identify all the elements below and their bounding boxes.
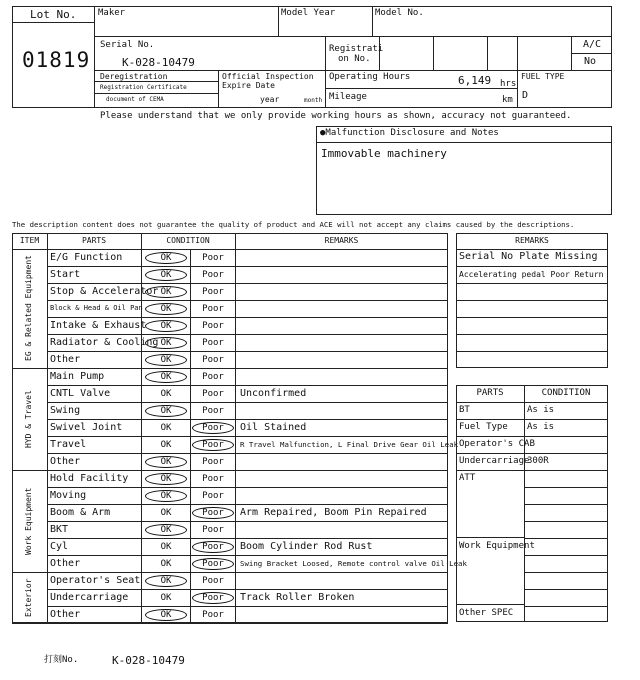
poor-option: Poor [202,609,224,620]
model-no-label: Model No. [375,8,424,18]
ok-circle [145,371,187,383]
ok-circle [145,456,187,468]
ok-circle [145,303,187,315]
disclaimer-text: The description content does not guarantee the quality of product and ACE will not accept any claims caused by the descriptions. [12,220,575,229]
poor-option: Poor [202,592,224,603]
part-label: Stop & Accelerator [50,285,159,297]
poor-circle [192,592,234,604]
header-condition: CONDITION [166,236,210,245]
group-label: Work Equipment [24,487,33,555]
part-label: Travel [50,438,87,450]
poor-option: Poor [202,252,224,263]
stamp-no-label: 打刻No. [44,655,79,665]
part-label: Boom & Arm [50,506,111,518]
remarks-line: Accelerating pedal Poor Return [459,270,604,279]
poor-option: Poor [202,337,224,348]
ok-option: OK [160,507,172,518]
remarks-header: REMARKS [515,236,549,245]
fuel-type-value: D [522,90,529,101]
ok-option: OK [160,320,172,331]
ok-circle [145,354,187,366]
registration-label-2: on No. [338,54,371,64]
stamp-no-value: K-028-10479 [112,654,185,667]
spec-part: BT [459,405,470,415]
part-label: Other [50,557,81,569]
part-label: Start [50,268,81,280]
working-hours-notice: Please understand that we only provide working hours as shown, accuracy not guaranteed. [100,111,572,121]
operating-hours-value: 6,149 [458,74,492,87]
poor-option: Poor [202,405,224,416]
spec-part: Fuel Type [459,422,508,432]
ok-option: OK [160,490,172,501]
ac-value: No [584,56,597,67]
remark-text: R Travel Malfunction, L Final Drive Gear Oil Leak [240,439,459,449]
poor-option: Poor [202,422,224,433]
part-label: Swivel Joint [50,421,123,433]
poor-option: Poor [202,269,224,280]
work-equipment-label: Work Equipment [459,541,535,551]
ok-option: OK [160,541,172,552]
poor-option: Poor [202,524,224,535]
remark-text: Arm Repaired, Boom Pin Repaired [240,506,427,518]
ok-option: OK [160,303,172,314]
official-inspection-label: Official Inspection [222,72,314,81]
ok-option: OK [160,456,172,467]
remarks-line: Serial No Plate Missing [459,251,598,262]
part-label: Other [50,455,81,467]
ok-option: OK [160,286,172,297]
poor-option: Poor [202,541,224,552]
ok-circle [145,405,187,417]
remark-text: Swing Bracket Loosed, Remote control valve Oil Leak [240,558,467,568]
part-label: Main Pump [50,370,105,382]
remark-text: Boom Cylinder Rod Rust [240,540,373,552]
part-label: Radiator & Cooling [50,336,159,348]
ok-option: OK [160,405,172,416]
ac-label: A/C [583,39,602,50]
ok-circle [145,320,187,332]
hrs-unit: hrs [500,79,517,89]
group-label: HYD & Travel [24,390,33,448]
ok-option: OK [160,337,172,348]
km-unit: km [502,95,513,105]
ok-option: OK [160,269,172,280]
poor-option: Poor [202,303,224,314]
ok-circle [145,524,187,536]
ok-option: OK [160,524,172,535]
ok-option: OK [160,592,172,603]
registration-certificate-label: Registration Certificate [100,84,187,91]
part-label: E/G Function [50,251,123,263]
poor-option: Poor [202,388,224,399]
poor-option: Poor [202,456,224,467]
header-remarks: REMARKS [324,236,359,245]
lot-number: 01819 [22,48,91,72]
cema-label: document of CEMA [106,96,164,103]
month-label: month [304,97,323,104]
spec-condition: 300R [527,456,549,466]
ok-option: OK [160,609,172,620]
ok-option: OK [160,558,172,569]
poor-option: Poor [202,575,224,586]
poor-option: Poor [202,558,224,569]
ok-option: OK [160,252,172,263]
serial-label: Serial No. [100,40,155,50]
att-label: ATT [459,473,476,483]
spec-condition: As is [527,422,555,432]
fuel-type-label: FUEL TYPE [521,72,565,81]
remark-text: Oil Stained [240,421,307,433]
ok-option: OK [160,371,172,382]
part-label: CNTL Valve [50,387,111,399]
malfunction-label: ●Malfunction Disclosure and Notes [320,128,499,138]
poor-circle [192,422,234,434]
poor-option: Poor [202,320,224,331]
poor-circle [192,439,234,451]
poor-option: Poor [202,490,224,501]
group-label: EG & Related Equipment [24,255,33,362]
poor-circle [192,541,234,553]
maker-label: Maker [98,8,126,18]
malfunction-text: Immovable machinery [321,147,447,160]
spec-part: Undercarriage [459,456,530,466]
poor-option: Poor [202,286,224,297]
mileage-label: Mileage [329,92,367,102]
ok-circle [145,337,187,349]
ok-circle [145,490,187,502]
poor-option: Poor [202,473,224,484]
poor-option: Poor [202,507,224,518]
expire-date-label: Expire Date [222,81,275,90]
part-label: Moving [50,489,87,501]
ok-option: OK [160,388,172,399]
part-label: Other [50,608,81,620]
part-label: Hold Facility [50,472,129,484]
header-parts: PARTS [81,236,107,245]
part-label: Swing [50,404,81,416]
ok-circle [145,609,187,621]
header-item: ITEM [19,236,40,245]
poor-option: Poor [202,439,224,450]
poor-option: Poor [202,354,224,365]
other-spec-label: Other SPEC [459,608,514,618]
ok-circle [145,252,187,264]
poor-circle [192,558,234,570]
model-year-label: Model Year [281,8,336,18]
part-label: Block & Head & Oil Pan [50,303,143,312]
operating-hours-label: Operating Hours [329,72,411,82]
ok-option: OK [160,439,172,450]
spec-condition: As is [527,405,555,415]
ok-option: OK [160,354,172,365]
part-label: Other [50,353,81,365]
ok-option: OK [160,473,172,484]
ok-option: OK [160,422,172,433]
spec-condition-header: CONDITION [541,388,591,398]
deregistration-label: Deregistration [100,72,168,81]
lot-label: Lot No. [30,8,77,21]
group-label: Exterior [24,578,33,617]
poor-option: Poor [202,371,224,382]
part-label: Operator's Seat [50,574,141,586]
part-label: Intake & Exhaust [50,319,147,331]
spec-part: Operator's CAB [459,439,535,449]
remark-text: Track Roller Broken [240,591,355,603]
part-label: BKT [50,523,69,535]
ok-circle [145,473,187,485]
part-label: Cyl [50,540,69,552]
remark-text: Unconfirmed [240,387,307,399]
ok-option: OK [160,575,172,586]
malfunction-box [316,126,612,215]
poor-circle [192,507,234,519]
part-label: Undercarriage [50,591,129,603]
serial-value: K-028-10479 [122,56,195,69]
ok-circle [145,575,187,587]
year-label: year [260,95,280,104]
ok-circle [145,286,187,298]
ok-circle [145,269,187,281]
registration-label: Registrati [329,44,384,54]
spec-parts-header: PARTS [476,388,504,398]
